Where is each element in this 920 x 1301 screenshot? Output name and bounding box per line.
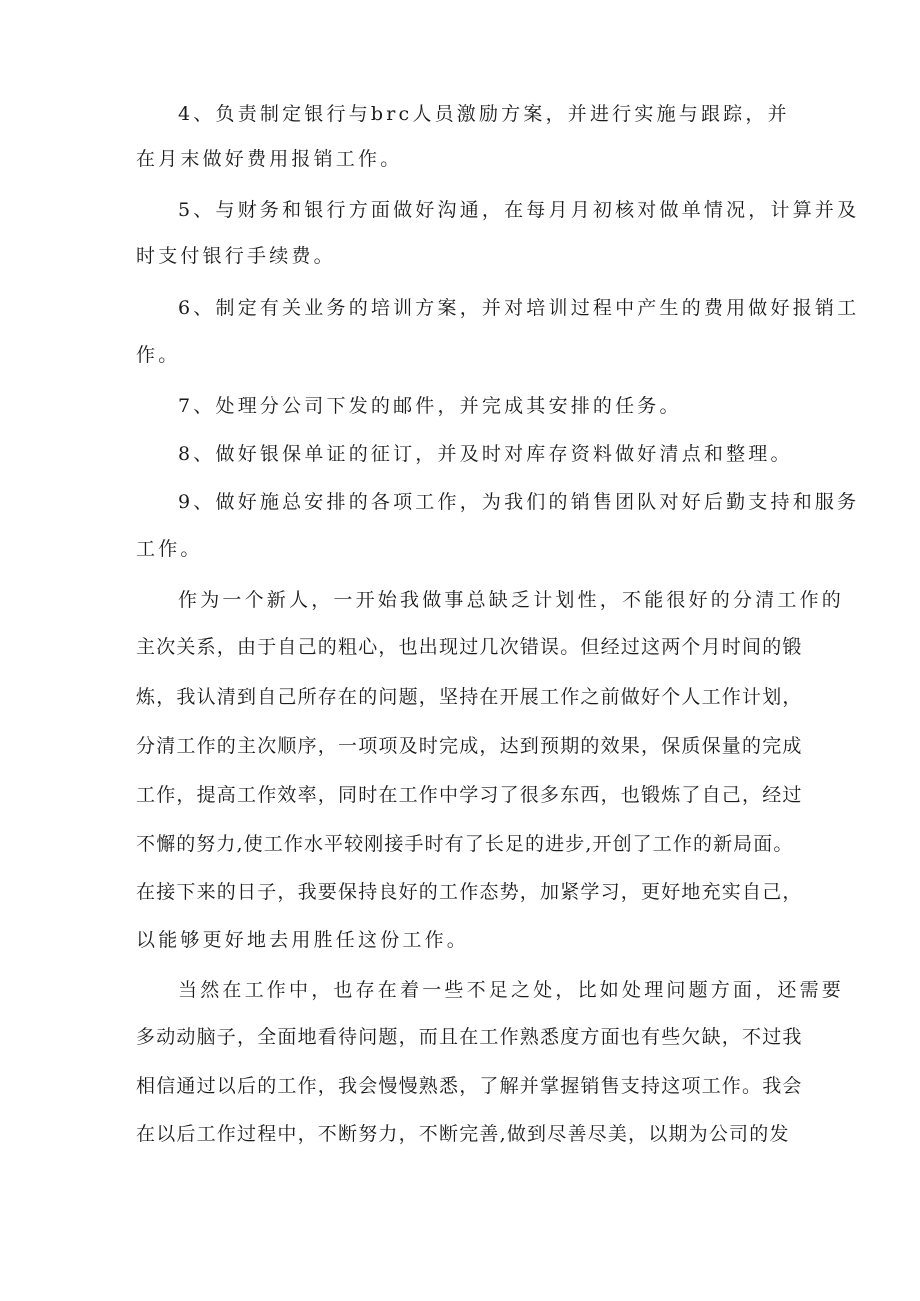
text-line: 7、处理分公司下发的邮件，并完成其安排的任务。 [178, 395, 682, 417]
text-line: 炼，我认清到自己所存在的问题，坚持在开展工作之前做好个人工作计划， [136, 686, 803, 708]
text-line: 作。 [136, 344, 181, 366]
text-line: 时支付银行手续费。 [136, 245, 336, 267]
text-line: 作为一个新人，一开始我做事总缺乏计划性，不能很好的分清工作的 [178, 589, 845, 611]
text-line: 多动动脑子，全面地看待问题，而且在工作熟悉度方面也有些欠缺，不过我 [136, 1026, 803, 1048]
text-line: 当然在工作中，也存在着一些不足之处，比如处理问题方面，还需要 [178, 979, 845, 1001]
text-line: 在月末做好费用报销工作。 [136, 148, 403, 170]
text-line: 相信通过以后的工作，我会慢慢熟悉，了解并掌握销售支持这项工作。我会 [136, 1075, 803, 1097]
text-line: 分清工作的主次顺序，一项项及时完成，达到预期的效果，保质保量的完成 [136, 735, 803, 757]
text-line: 在以后工作过程中，不断努力，不断完善,做到尽善尽美，以期为公司的发 [136, 1123, 790, 1145]
text-line: 以能够更好地去用胜任这份工作。 [136, 929, 470, 951]
text-line: 9、做好施总安排的各项工作，为我们的销售团队对好后勤支持和服务 [178, 491, 860, 513]
text-line: 工作。 [136, 538, 203, 560]
text-line: 工作，提高工作效率，同时在工作中学习了很多东西，也锻炼了自己，经过 [136, 784, 803, 806]
text-line: 5、与财务和银行方面做好沟通，在每月月初核对做单情况，计算并及 [178, 199, 860, 221]
text-line: 4、负责制定银行与brc人员激励方案，并进行实施与跟踪，并 [178, 103, 790, 125]
text-line: 8、做好银保单证的征订，并及时对库存资料做好清点和整理。 [178, 443, 793, 465]
text-line: 不懈的努力,使工作水平较刚接手时有了长足的进步,开创了工作的新局面。 [136, 833, 794, 855]
text-line: 主次关系，由于自己的粗心，也出现过几次错误。但经过这两个月时间的锻 [136, 636, 803, 658]
text-line: 在接下来的日子，我要保持良好的工作态势，加紧学习，更好地充实自己， [136, 881, 803, 903]
text-line: 6、制定有关业务的培训方案，并对培训过程中产生的费用做好报销工 [178, 297, 860, 319]
